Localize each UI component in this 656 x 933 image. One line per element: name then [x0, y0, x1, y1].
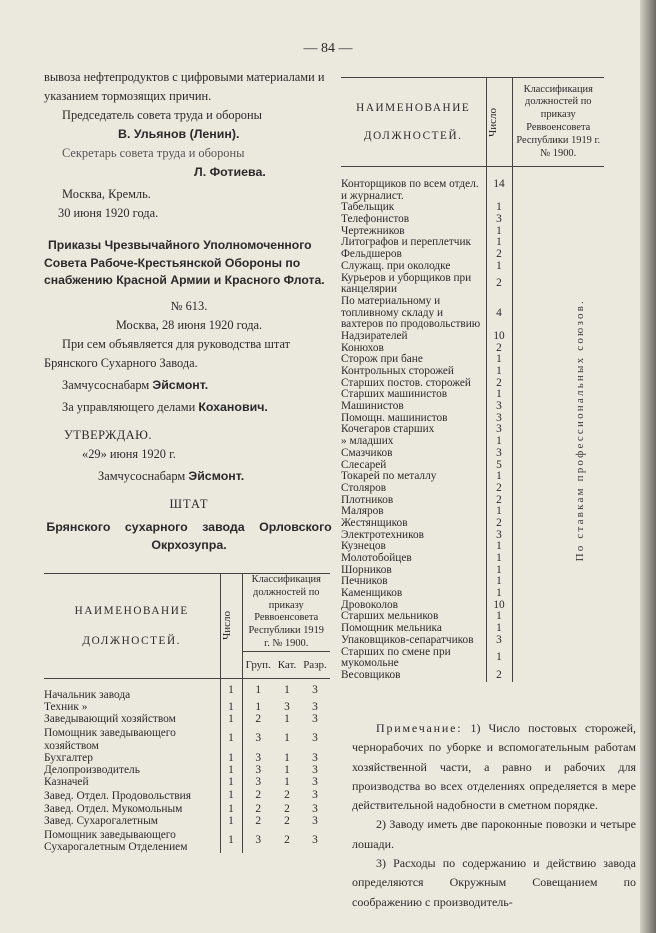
position-grade: 3 — [312, 802, 318, 815]
approve-signer — [44, 467, 334, 486]
table-row — [44, 713, 330, 725]
position-group: 2 — [255, 789, 262, 802]
position-name: По материальному и топливному складу и вахтеров по продовольствию — [341, 294, 481, 331]
position-name: Телефонистов — [341, 213, 410, 226]
position-count: 1 — [486, 565, 512, 577]
position-count: 1 — [220, 752, 242, 764]
position-count: 1 — [486, 226, 512, 238]
date: 30 июня 1920 года. — [58, 206, 159, 220]
table-row — [341, 366, 604, 378]
position-group: 2 — [255, 713, 262, 726]
position-name: Сторож при бане — [341, 353, 423, 366]
header-number: Число — [486, 107, 499, 137]
position-count: 4 — [486, 296, 512, 331]
position-category: 2 — [284, 789, 290, 802]
note-3: 3) Расходы по содержанию и действию завода определяются Окружным Совещанием по соображению с производитель- — [352, 856, 636, 909]
position-count: 2 — [486, 495, 512, 507]
position-name: Старших мельников — [341, 610, 439, 623]
table-row — [341, 448, 604, 460]
header-category: Кат. — [274, 651, 300, 678]
position-name: Надзирателей — [341, 329, 408, 342]
position-count: 1 — [486, 576, 512, 588]
position-name: Бухгалтер — [44, 751, 93, 764]
position-name: Жестянщиков — [341, 516, 408, 529]
position-name: Молотобойцев — [341, 552, 412, 564]
position-name: Помощник заведывающего хозяйством — [44, 727, 176, 752]
position-name: Старших машинистов — [341, 388, 448, 401]
signer1-name: Эйсмонт. — [152, 377, 209, 392]
position-name: Фельдшеров — [341, 248, 402, 261]
position-group: 2 — [255, 802, 262, 815]
chair-title: Председатель совета труда и обороны — [62, 108, 262, 122]
position-count: 3 — [486, 424, 512, 436]
position-category: 1 — [284, 764, 290, 776]
table-row — [341, 331, 604, 343]
position-name: Старших по смене при мукомольне — [341, 645, 451, 670]
note-1 — [352, 719, 636, 815]
approve-date: «29» июня 1920 г. — [82, 446, 176, 461]
position-name: Курьеров и уборщиков при канцелярии — [341, 271, 472, 296]
position-name: Конторщиков по всем отдел. и журналист. — [341, 178, 479, 202]
position-count: 1 — [486, 202, 512, 214]
table-row — [341, 647, 604, 670]
table-row — [44, 752, 330, 764]
table-row — [44, 815, 330, 827]
position-group: 3 — [255, 834, 262, 847]
position-count: 2 — [486, 273, 512, 296]
position-grade: 3 — [312, 776, 318, 789]
position-count: 1 — [220, 827, 242, 853]
header-number-cell — [486, 78, 512, 167]
position-name: Помощн. машинистов — [341, 411, 448, 424]
position-name: Электротехников — [341, 528, 424, 541]
note-2: 2) Заводу иметь две пароконные повозки и четыре лошади. — [352, 817, 636, 851]
order-place-date: Москва, 28 июня 1920 года. — [115, 317, 263, 332]
position-name: Конюхов — [341, 341, 384, 354]
position-group: 3 — [255, 732, 262, 745]
table-row — [44, 764, 330, 776]
position-name: Шорников — [341, 563, 392, 576]
position-group: 3 — [255, 776, 262, 789]
position-count: 3 — [486, 530, 512, 542]
table-row — [44, 803, 330, 815]
signer1-title: Замчусоснабарм — [62, 377, 150, 392]
table-row — [341, 214, 604, 226]
table-body-right — [341, 167, 604, 682]
signer2-name: Коханович. — [198, 399, 268, 414]
table-row — [341, 635, 604, 647]
position-name: Табельщик — [341, 201, 395, 214]
position-count: 1 — [486, 389, 512, 401]
position-group: 3 — [255, 764, 262, 776]
position-name: Завед. Отдел. Мукомольным — [44, 802, 183, 815]
signer1 — [44, 376, 334, 395]
table-row — [44, 776, 330, 788]
position-count: 1 — [220, 764, 242, 776]
signer2 — [44, 398, 334, 417]
notes-block — [352, 719, 636, 912]
table-row — [341, 553, 604, 565]
position-name: Делопроизводитель — [44, 764, 140, 776]
position-count: 1 — [220, 776, 242, 788]
position-category: 1 — [284, 751, 290, 764]
position-name: Смазчиков — [341, 446, 393, 459]
approve-title: Замчусоснабарм — [98, 468, 186, 483]
position-group: 1 — [255, 700, 262, 713]
position-category: 2 — [284, 814, 290, 827]
position-count: 3 — [486, 635, 512, 647]
position-grade: 3 — [312, 764, 318, 776]
position-count: 3 — [486, 214, 512, 226]
position-name: Помощник заведывающего Сухарогалетным Отделением — [44, 829, 188, 854]
position-name: Техник » — [44, 700, 88, 713]
vertical-note — [568, 150, 592, 710]
decree-heading: Приказы Чрезвычайного Уполномоченного Совета Рабоче-Крестьянской Обороны по снабжению Красной Армии и Красного Флота. — [44, 238, 325, 288]
position-count: 1 — [486, 611, 512, 623]
position-group: 3 — [255, 751, 262, 764]
position-grade: 3 — [312, 700, 318, 713]
position-count: 10 — [486, 600, 512, 612]
header-grade: Разр. — [300, 651, 330, 678]
signer2-title: За управляющего делами — [62, 399, 196, 414]
table-row — [44, 701, 330, 713]
position-name: Печников — [341, 575, 388, 588]
position-count: 1 — [220, 788, 242, 802]
table-row — [341, 518, 604, 530]
page-number: — 84 — — [303, 41, 353, 56]
position-count: 14 — [486, 167, 512, 203]
position-count: 1 — [486, 553, 512, 565]
position-count: 1 — [486, 541, 512, 553]
left-column — [44, 68, 334, 554]
position-count: 3 — [486, 401, 512, 413]
position-name: Контрольных сторожей — [341, 365, 454, 377]
position-category: 1 — [284, 776, 290, 789]
table-body-left — [44, 678, 330, 853]
table-row — [341, 261, 604, 273]
staff-table-left — [44, 573, 330, 853]
position-name: Машинистов — [341, 400, 404, 413]
position-name: Помощник мельника — [341, 622, 442, 635]
position-count: 3 — [486, 413, 512, 425]
position-grade: 3 — [312, 834, 318, 847]
position-name: Каменщиков — [341, 587, 403, 600]
position-count: 2 — [486, 378, 512, 390]
position-name: Весовщиков — [341, 668, 401, 681]
position-count: 1 — [486, 506, 512, 518]
vertical-note-text: По ставкам профессиональных союзов. — [574, 298, 586, 562]
position-count: 1 — [486, 237, 512, 249]
chair-name: В. Ульянов (Ленин). — [118, 127, 240, 141]
position-count: 1 — [220, 803, 242, 815]
position-category: 2 — [284, 802, 290, 815]
position-name: Завед. Сухарогалетным — [44, 814, 158, 827]
position-category: 1 — [284, 732, 290, 745]
position-category: 1 — [284, 683, 290, 696]
position-count: 1 — [220, 725, 242, 751]
position-name: Кочегаров старших — [341, 423, 435, 436]
position-grade: 3 — [312, 814, 318, 827]
position-name: Упаковщиков-сепаратчиков — [341, 633, 474, 646]
position-name: Маляров — [341, 505, 384, 518]
position-name: Старших постов. сторожей — [341, 376, 471, 389]
position-name: Токарей по металлу — [341, 470, 437, 483]
position-name: Чертежников — [341, 224, 405, 237]
position-name: Столяров — [341, 481, 387, 494]
table-row — [44, 678, 330, 701]
position-group: 2 — [255, 814, 262, 827]
place: Москва, Кремль. — [62, 187, 151, 201]
order-number: № 613. — [170, 298, 208, 313]
table-header-row — [44, 574, 330, 652]
position-count: 1 — [486, 647, 512, 670]
header-number: Число — [220, 611, 233, 641]
table-row — [44, 725, 330, 751]
position-name: Плотников — [341, 493, 394, 506]
header-name: НАИМЕНОВАНИЕ ДОЛЖНОСТЕЙ. — [44, 574, 220, 679]
note-lead: Примечание: — [376, 721, 463, 735]
position-category: 3 — [284, 700, 290, 713]
position-count: 2 — [486, 343, 512, 355]
table-header-row — [341, 78, 604, 167]
table-row — [341, 273, 604, 296]
position-count: 1 — [486, 436, 512, 448]
note-1-text: 1) Число постовых сторожей, чернорабочих по уборке и вспомогательным работам хозяйственной части, а равно и рабочих для производства во всех отделениях определяется в мере действительной надобности в сметном порядке. — [352, 721, 636, 813]
approve-name: Эйсмонт. — [188, 468, 245, 483]
position-count: 10 — [486, 331, 512, 343]
table-row — [44, 827, 330, 853]
table-row — [341, 670, 604, 682]
position-name: Литографов и переплетчик — [341, 236, 472, 249]
position-count: 2 — [486, 483, 512, 495]
header-group: Груп. — [242, 651, 274, 678]
secretary-title: Секретарь совета труда и обороны — [62, 146, 245, 160]
position-count: 5 — [486, 460, 512, 472]
table-row — [341, 167, 604, 203]
position-grade: 3 — [312, 713, 318, 726]
secretary-name: Л. Фотиева. — [194, 165, 266, 179]
position-count: 1 — [220, 713, 242, 725]
position-count: 1 — [486, 471, 512, 483]
position-count: 1 — [486, 354, 512, 366]
position-count: 1 — [220, 701, 242, 713]
staff-table-right — [341, 77, 604, 682]
position-grade: 3 — [312, 789, 318, 802]
position-grade: 3 — [312, 683, 318, 696]
position-count: 3 — [486, 448, 512, 460]
position-count: 1 — [486, 588, 512, 600]
position-count: 1 — [486, 261, 512, 273]
position-name: Завед. Отдел. Продовольствия — [44, 790, 192, 803]
header-number-cell — [220, 574, 242, 679]
position-name: » младших — [341, 435, 394, 448]
position-name: Кузнецов — [341, 540, 386, 553]
staff-title: ШТАТ — [169, 496, 209, 511]
position-group: 1 — [255, 683, 262, 696]
table-row — [341, 588, 604, 600]
position-count: 1 — [220, 678, 242, 701]
header-classification: Классификация должностей по приказу Реввоенсовета Республики 1919 г. № 1900. — [512, 78, 604, 167]
continuation-text: вывоза нефтепродуктов с цифровыми материалами и указанием тормозящих причин. — [44, 70, 325, 103]
position-count: 1 — [486, 623, 512, 635]
table-row — [341, 483, 604, 495]
order-text: При сем объявляется для руководства штат Брянского Сухарного Завода. — [44, 336, 291, 370]
position-grade: 3 — [312, 732, 318, 745]
position-name: Казначей — [44, 776, 89, 789]
table-row — [341, 296, 604, 331]
position-name: Начальник завода — [44, 688, 131, 701]
position-category: 1 — [284, 713, 290, 726]
position-category: 2 — [284, 834, 290, 847]
position-name: Заведывающий хозяйством — [44, 713, 176, 726]
approve-word: УТВЕРЖДАЮ. — [64, 427, 152, 442]
position-count: 1 — [220, 815, 242, 827]
position-count: 1 — [486, 366, 512, 378]
position-count: 2 — [486, 670, 512, 682]
position-name: Служащ. при околодке — [341, 259, 451, 272]
position-count: 2 — [486, 518, 512, 530]
position-grade: 3 — [312, 751, 318, 764]
position-name: Слесарей — [341, 458, 387, 471]
header-classification: Классификация должностей по приказу Реввоенсовета Республики 1919 г. № 1900. — [242, 574, 330, 652]
staff-of: Брянского сухарного завода Орловского Окрхозупра. — [46, 519, 332, 552]
position-count: 2 — [486, 249, 512, 261]
table-row — [44, 788, 330, 802]
position-name: Дровоколов — [341, 598, 398, 611]
table-row — [341, 401, 604, 413]
header-name: НАИМЕНОВАНИЕ ДОЛЖНОСТЕЙ. — [341, 78, 486, 167]
